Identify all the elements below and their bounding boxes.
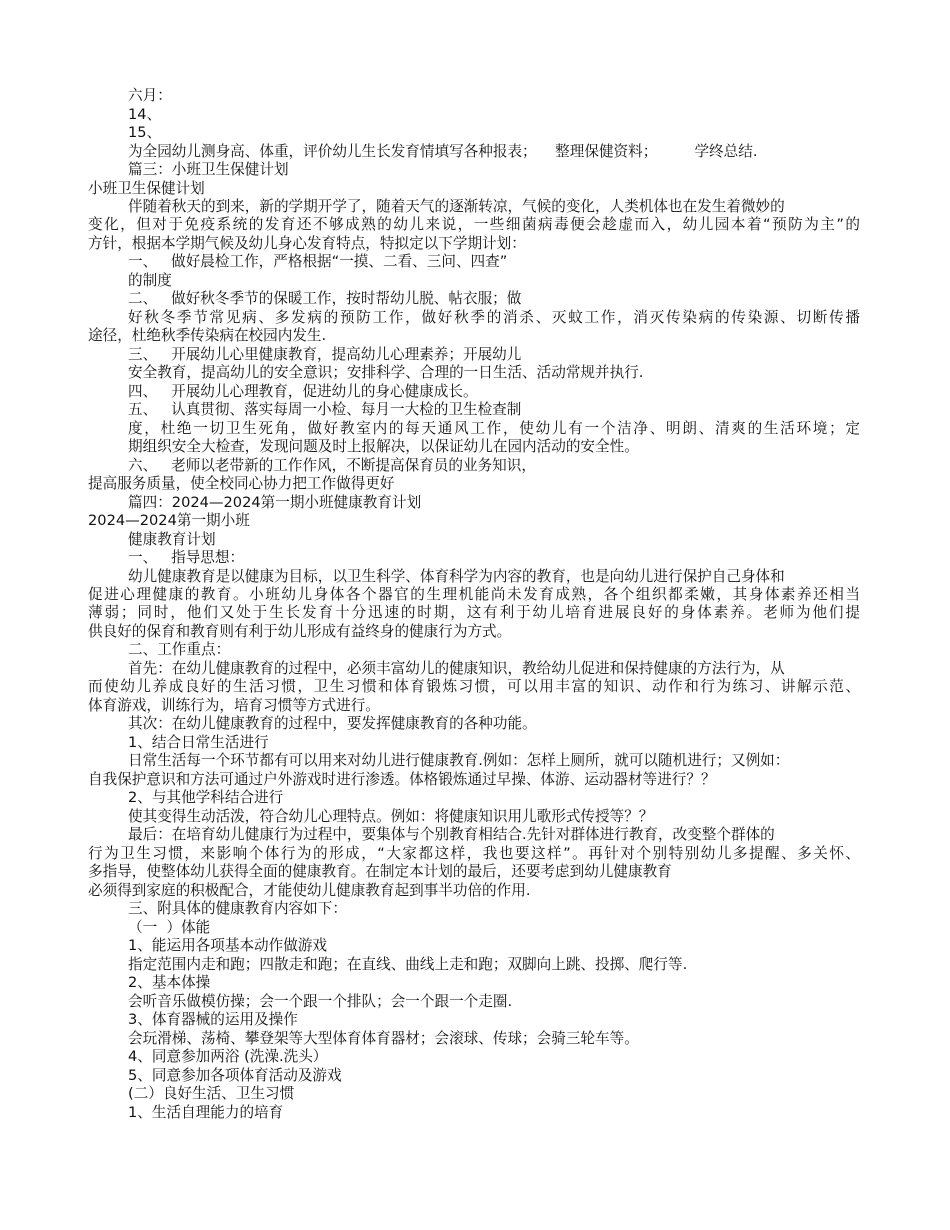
- text-line: 其次：在幼儿健康教育的过程中，要发挥健康教育的各种功能。: [128, 715, 537, 732]
- text-line: 14、: [128, 106, 162, 123]
- text-line: 会听音乐做模仿操；会一个跟一个排队；会一个跟一个走圈.: [128, 993, 513, 1010]
- text-line: 3、体育器械的运用及操作: [128, 1011, 298, 1028]
- text-line: (二）良好生活、卫生习惯: [128, 1085, 295, 1102]
- text-line: 提高服务质量，使全校同心协力把工作做得更好: [88, 475, 395, 492]
- text-line: （一 ）体能: [128, 919, 211, 936]
- text-line: 最后：在培育幼儿健康行为过程中，要集体与个别教育相结合.先针对群体进行教育，改变整个群体的: [128, 826, 775, 843]
- text-line: 体育游戏，训练行为，培育习惯等方式进行。: [88, 697, 380, 714]
- text-line: 薄弱；同时，他们又处于生长发育十分迅速的时期，这有利于幼儿培育进展良好的身体素养。老师为他们提: [88, 604, 860, 621]
- text-line: 2、与其他学科结合进行: [128, 789, 284, 806]
- text-line: 期组织安全大检查，发现问题及时上报解决，以保证幼儿在园内活动的安全性。: [128, 438, 639, 455]
- text-line: 2、基本体操: [128, 974, 211, 991]
- text-line: 的制度: [128, 272, 172, 289]
- text-line: 二、 做好秋冬季节的保暖工作，按时帮幼儿脱、帖衣服；做: [128, 290, 522, 307]
- text-line: 三、 开展幼儿心里健康教育，提高幼儿心理素养；开展幼儿: [128, 346, 522, 363]
- text-line: 健康教育计划: [128, 531, 216, 548]
- text-line: 而使幼儿养成良好的生活习惯，卫生习惯和体育锻炼习惯，可以用丰富的知识、动作和行为练习、讲解示范、: [88, 678, 860, 695]
- text-line: 必须得到家庭的积极配合，才能使幼儿健康教育起到事半功倍的作用.: [88, 882, 531, 899]
- text-line: 指定范围内走和跑；四散走和跑；在直线、曲线上走和跑；双脚向上跳、投掷、爬行等.: [128, 956, 688, 973]
- text-line: 三、附具体的健康教育内容如下：: [128, 900, 347, 917]
- text-line: 六月：: [128, 87, 172, 104]
- text-line: 1、结合日常生活进行: [128, 734, 269, 751]
- text-line: 度，杜绝一切卫生死角，做好教室内的每天通风工作，使幼儿有一个洁净、明朗、清爽的生活环境；定: [128, 420, 860, 437]
- text-line: 使其变得生动活泼，符合幼儿心理特点。例如：将健康知识用儿歌形式传授等？？: [128, 808, 654, 825]
- text-line: 1、能运用各项基本动作做游戏: [128, 937, 328, 954]
- text-line: 促进心理健康的教育。小班幼儿身体各个器官的生理机能尚未发育成熟，各个组织都柔嫩，其身体素养还相当: [88, 586, 860, 603]
- text-line: 首先：在幼儿健康教育的过程中，必须丰富幼儿的健康知识，教给幼儿促进和保持健康的方法行为，从: [128, 660, 785, 677]
- text-line: 自我保护意识和方法可通过户外游戏时进行渗透。体格锻炼通过早操、体游、运动器材等进行？？: [88, 771, 716, 788]
- text-line: 供良好的保育和教育则有利于幼儿形成有益终身的健康行为方式。: [88, 623, 512, 640]
- document-title: 2024—2024第一期小班: [88, 512, 250, 529]
- text-line: 安全教育，提高幼儿的安全意识；安排科学、合理的一日生活、活动常规并执行.: [128, 364, 644, 381]
- section-heading: 篇三：小班卫生保健计划: [128, 161, 289, 178]
- text-line: 5、同意参加各项体育活动及游戏: [128, 1067, 342, 1084]
- text-line: 方针，根据本学期气候及幼儿身心发育特点，特拟定以下学期计划：: [88, 235, 526, 252]
- text-line: 多指导，使整体幼儿获得全面的健康教育。在制定本计划的最后，还要考虑到幼儿健康教育: [88, 863, 672, 880]
- text-line: 一、 指导思想：: [128, 549, 245, 566]
- text-line: 行为卫生习惯，来影响个体行为的形成，“大家都这样，我也要这样”。再针对个别特别幼儿多提醒、多关怀、: [88, 845, 860, 862]
- text-line: 日常生活每一个环节都有可以用来对幼儿进行健康教育.例如：怎样上厕所，就可以随机进行；又例如：: [128, 752, 790, 769]
- text-line: 途径，杜绝秋季传染病在校园内发生.: [88, 327, 327, 344]
- text-line: 一、 做好晨检工作，严格根据“一摸、二看、三问、四查”: [128, 253, 508, 270]
- text-line: 六、 老师以老带新的工作作风，不断提高保育员的业务知识，: [128, 457, 536, 474]
- text-line: 4、同意参加两浴 (洗澡.洗头）: [128, 1048, 328, 1065]
- text-line: 五、 认真贯彻、落实每周一小检、每月一大检的卫生检查制: [128, 401, 522, 418]
- text-line: 1、生活自理能力的培育: [128, 1104, 284, 1121]
- text-line: 四、 开展幼儿心理教育，促进幼儿的身心健康成长。: [128, 383, 478, 400]
- text-line: 伴随着秋天的到来，新的学期开学了，随着天气的逐渐转凉，气候的变化，人类机体也在发生着微妙的: [128, 198, 785, 215]
- text-line: 变化，但对于免疫系统的发育还不够成熟的幼儿来说，一些细菌病毒便会趁虚而入，幼儿园本着“预防为主”的: [88, 216, 860, 233]
- text-line: 好秋冬季节常见病、多发病的预防工作，做好秋季的消杀、灭蚊工作，消灭传染病的传染源、切断传播: [128, 309, 860, 326]
- text-line: 为全园幼儿测身高、体重，评价幼儿生长发育情填写各种报表； 整理保健资料； 学终总结.: [128, 143, 758, 160]
- text-line: 二、工作重点：: [128, 641, 231, 658]
- text-line: 幼儿健康教育是以健康为目标，以卫生科学、体育科学为内容的教育，也是向幼儿进行保护自己身体和: [128, 568, 785, 585]
- section-heading: 篇四：2024—2024第一期小班健康教育计划: [128, 494, 422, 511]
- text-line: 会玩滑梯、荡椅、攀登架等大型体育体育器材；会滚球、传球；会骑三轮车等。: [128, 1030, 639, 1047]
- document-title: 小班卫生保健计划: [88, 180, 205, 197]
- text-line: 15、: [128, 124, 162, 141]
